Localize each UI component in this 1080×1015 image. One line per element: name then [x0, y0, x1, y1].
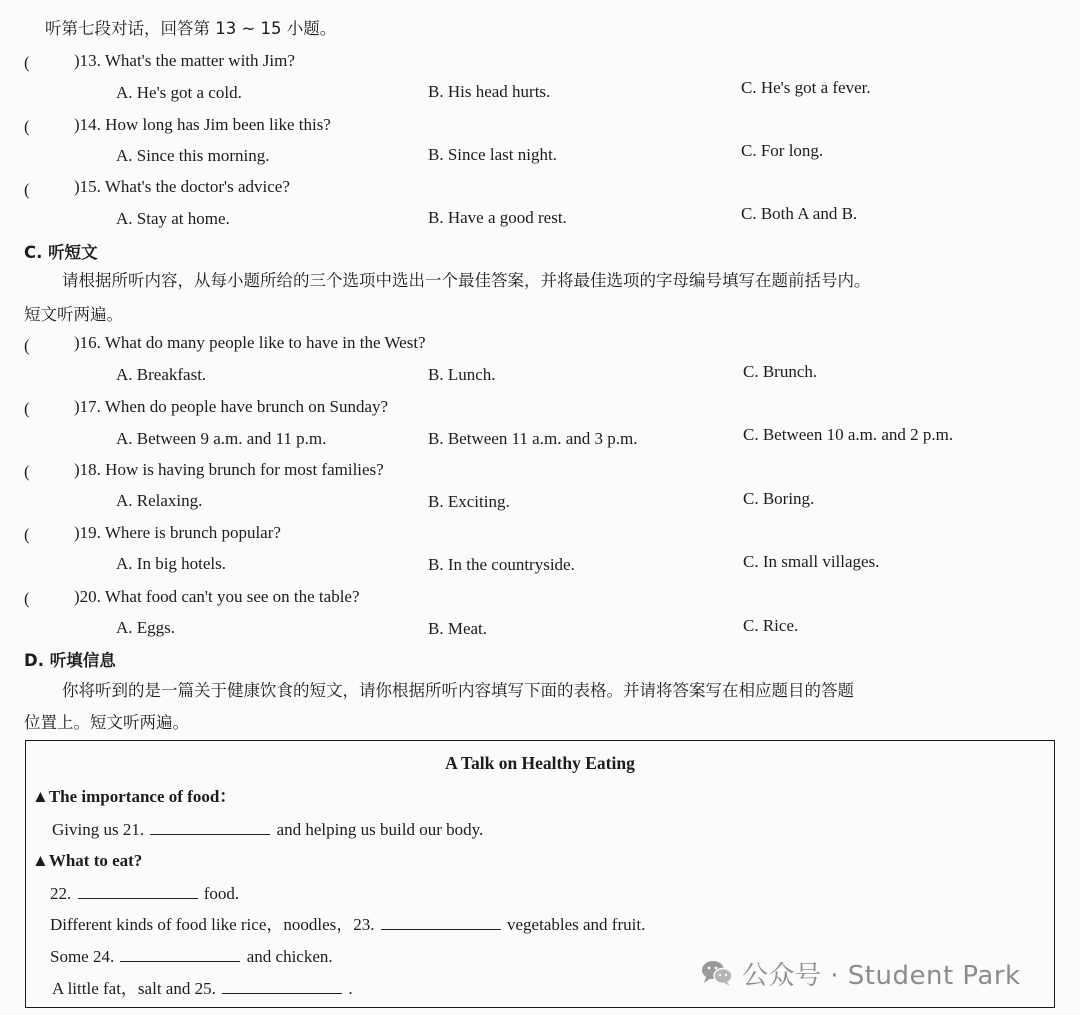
section-instructions: 请根据所听内容，从每小题所给的三个选项中选出一个最佳答案，并将最佳选项的字母编号填写在题前括号内。 — [62, 271, 871, 290]
option-c: C. Boring. — [743, 489, 815, 508]
answer-blank-25[interactable] — [222, 977, 342, 994]
option-a: A. In big hotels. — [116, 554, 227, 573]
question-stem: )13. What's the matter with Jim? — [74, 51, 295, 70]
option-b: B. In the countryside. — [428, 555, 575, 574]
question-stem: )16. What do many people like to have in the West? — [74, 333, 426, 352]
watermark — [700, 955, 1021, 991]
watermark-text: 公众号 · Student Park — [742, 960, 1021, 991]
option-a: A. Eggs. — [116, 618, 176, 637]
blank-line-21 — [52, 818, 483, 841]
answer-paren[interactable]: ( — [24, 525, 30, 544]
option-a: A. Between 9 a.m. and 11 p.m. — [116, 429, 327, 448]
table-heading-importance: ▲The importance of food： — [32, 787, 237, 806]
answer-paren[interactable]: ( — [24, 336, 30, 355]
line-text: vegetables and fruit. — [507, 915, 646, 934]
line-text: A little fat，salt and 25. — [52, 979, 216, 998]
line-text: . — [348, 979, 353, 998]
option-a: A. Since this morning. — [116, 146, 270, 165]
blank-line-24 — [50, 945, 333, 968]
option-b: B. Exciting. — [428, 492, 510, 511]
blank-line-25 — [52, 977, 353, 1000]
line-text: and helping us build our body. — [276, 820, 484, 839]
option-a: A. He's got a cold. — [116, 83, 242, 102]
option-c: C. Both A and B. — [741, 204, 858, 223]
question-stem: )14. How long has Jim been like this? — [74, 115, 331, 134]
line-text: food. — [203, 884, 240, 903]
option-c: C. Between 10 a.m. and 2 p.m. — [743, 425, 954, 444]
option-c: C. In small villages. — [743, 552, 880, 571]
section-title: D. 听填信息 — [24, 651, 116, 670]
wechat-icon — [700, 958, 734, 988]
line-text: 22. — [50, 884, 72, 903]
option-a: A. Stay at home. — [116, 209, 230, 228]
line-text: and chicken. — [246, 947, 333, 966]
option-c: C. Rice. — [743, 616, 799, 635]
question-stem: )18. How is having brunch for most families? — [74, 460, 384, 479]
answer-paren[interactable]: ( — [24, 117, 30, 136]
answer-paren[interactable]: ( — [24, 53, 30, 72]
question-stem: )19. Where is brunch popular? — [74, 523, 281, 542]
option-c: C. Brunch. — [743, 362, 818, 381]
option-b: B. His head hurts. — [428, 82, 551, 101]
option-b: B. Between 11 a.m. and 3 p.m. — [428, 429, 638, 448]
blank-line-23 — [50, 913, 645, 936]
option-a: A. Relaxing. — [116, 491, 203, 510]
answer-paren[interactable]: ( — [24, 589, 30, 608]
question-stem: )17. When do people have brunch on Sunday? — [74, 397, 389, 416]
option-b: B. Have a good rest. — [428, 208, 567, 227]
option-a: A. Breakfast. — [116, 365, 207, 384]
section-intro: 听第七段对话，回答第 13 ~ 15 小题。 — [45, 19, 337, 38]
section-title: C. 听短文 — [24, 243, 98, 262]
option-c: C. For long. — [741, 141, 824, 160]
option-b: B. Lunch. — [428, 365, 496, 384]
line-text: Different kinds of food like rice，noodles，23. — [50, 915, 375, 934]
section-instructions-cont: 短文听两遍。 — [24, 305, 123, 324]
line-text: Some 24. — [50, 947, 115, 966]
answer-paren[interactable]: ( — [24, 462, 30, 481]
section-instructions-cont: 位置上。短文听两遍。 — [24, 713, 189, 732]
question-stem: )15. What's the doctor's advice? — [74, 177, 290, 196]
line-text: Giving us 21. — [52, 820, 145, 839]
option-c: C. He's got a fever. — [741, 78, 871, 97]
table-title: A Talk on Healthy Eating — [445, 753, 635, 773]
option-b: B. Meat. — [428, 619, 488, 638]
blank-line-22 — [50, 882, 239, 905]
answer-blank-23[interactable] — [381, 913, 501, 930]
table-heading-what-to-eat: ▲What to eat? — [32, 851, 143, 870]
question-stem: )20. What food can't you see on the table? — [74, 587, 360, 606]
answer-blank-21[interactable] — [150, 818, 270, 835]
answer-blank-22[interactable] — [78, 882, 198, 899]
section-instructions: 你将听到的是一篇关于健康饮食的短文，请你根据所听内容填写下面的表格。并请将答案写在相应题目的答题 — [62, 681, 854, 700]
answer-paren[interactable]: ( — [24, 399, 30, 418]
option-b: B. Since last night. — [428, 145, 557, 164]
answer-paren[interactable]: ( — [24, 180, 30, 199]
answer-blank-24[interactable] — [120, 945, 240, 962]
